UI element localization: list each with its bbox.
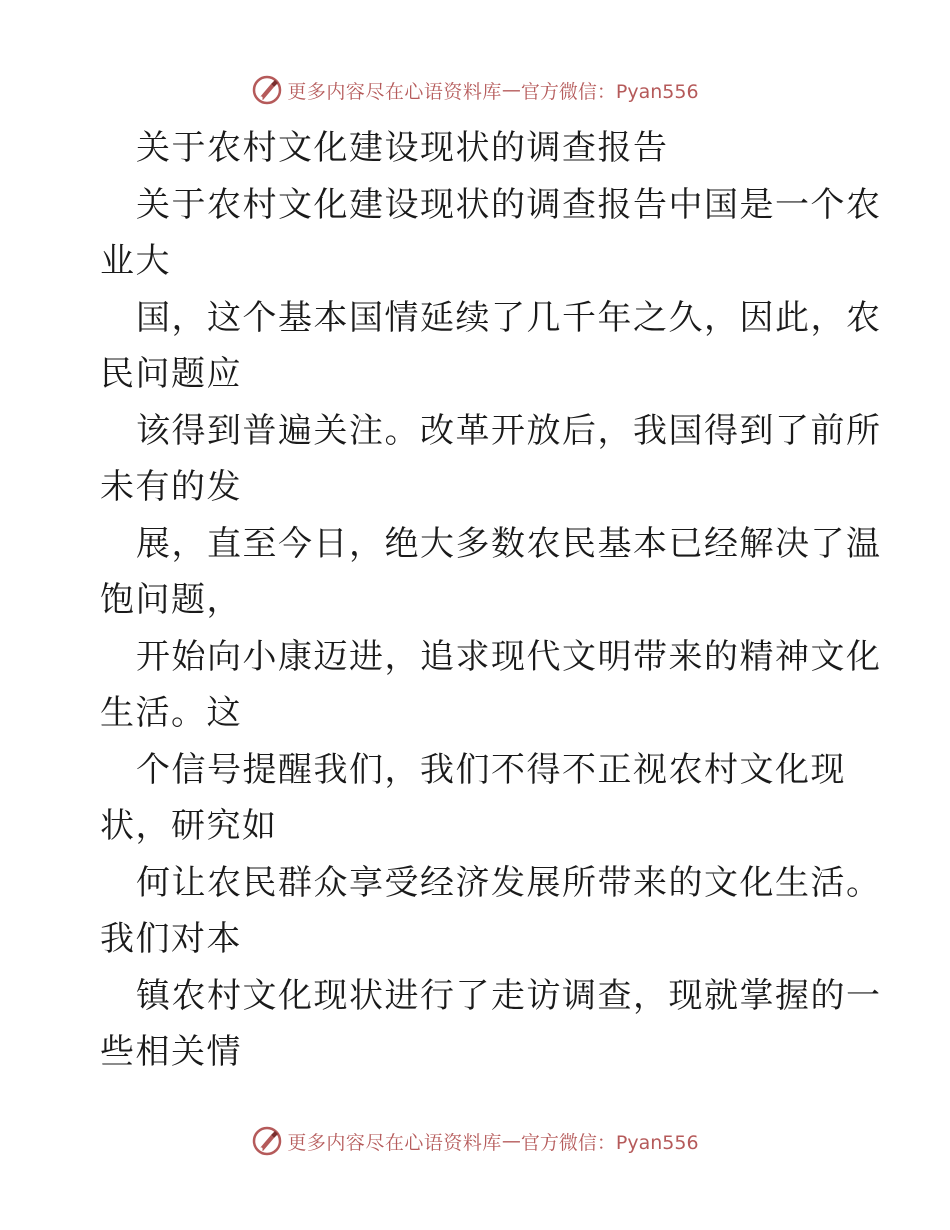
pen-logo-icon <box>251 1125 283 1157</box>
watermark-site-text: 更多内容尽在心语资料库 <box>287 80 502 103</box>
text-line: 国，这个基本国情延续了几千年之久，因此，农 <box>136 297 882 338</box>
header-watermark <box>0 70 950 110</box>
text-line: 未有的发 <box>100 467 242 507</box>
text-line: 我们对本 <box>100 919 242 959</box>
pen-logo-icon <box>251 74 283 106</box>
text-line: 该得到普遍关注。改革开放后，我国得到了前所 <box>136 410 882 451</box>
watermark-wechat: 官方微信：Pyan556 <box>520 80 699 103</box>
text-line: 民问题应 <box>100 354 242 394</box>
watermark-separator: — <box>501 79 521 101</box>
footer-watermark <box>0 1121 950 1161</box>
text-line: 个信号提醒我们，我们不得不正视农村文化现 <box>136 749 846 790</box>
text-line: 关于农村文化建设现状的调查报告中国是一个农 <box>136 184 882 225</box>
text-line: 何让农民群众享受经济发展所带来的文化生活。 <box>136 862 882 903</box>
text-line: 展，直至今日，绝大多数农民基本已经解决了温 <box>136 523 882 564</box>
document-body <box>100 120 882 1081</box>
text-line: 关于农村文化建设现状的调查报告 <box>136 128 669 168</box>
watermark-wechat: 官方微信：Pyan556 <box>520 1131 699 1154</box>
text-line: 生活。这 <box>100 693 242 733</box>
text-line: 饱问题， <box>100 580 242 620</box>
text-line: 镇农村文化现状进行了走访调查，现就掌握的一 <box>136 975 882 1016</box>
text-line: 些相关情 <box>100 1032 242 1072</box>
watermark-separator: — <box>501 1130 521 1152</box>
watermark-site-text: 更多内容尽在心语资料库 <box>287 1131 502 1154</box>
text-line: 开始向小康迈进，追求现代文明带来的精神文化 <box>136 636 882 677</box>
text-line: 业大 <box>100 241 171 281</box>
text-line: 状，研究如 <box>100 806 278 846</box>
